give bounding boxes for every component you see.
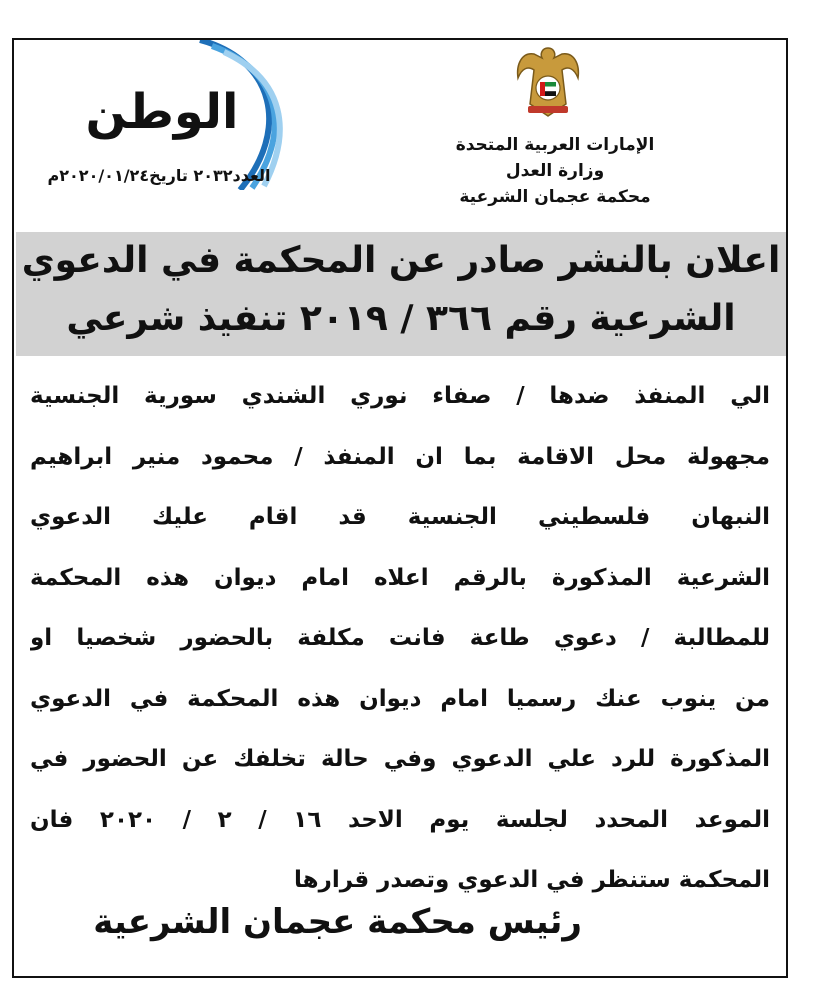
announcement-title-box xyxy=(16,232,786,356)
body-line: للمطالبة / دعوي طاعة فانت مكلفة بالحضور شخصيا او xyxy=(30,625,770,651)
issuer-header xyxy=(420,132,690,210)
newspaper-name: الوطن xyxy=(85,84,239,140)
body-line: الشرعية المذكورة بالرقم اعلاه امام ديوان هذه المحكمة xyxy=(30,564,770,591)
body-line: من ينوب عنك رسميا امام ديوان هذه المحكمة في الدعوي xyxy=(30,685,770,712)
issue-date-line: العدد٢٠٣٢ تاريخ٢٠٢٠/٠١/٢٤م xyxy=(47,166,271,185)
uae-eagle-emblem-icon xyxy=(512,44,584,120)
title-line-2: الشرعية رقم ٣٦٦ / ٢٠١٩ تنفيذ شرعي xyxy=(66,298,736,339)
body-line: الموعد المحدد لجلسة يوم الاحد ١٦ / ٢ / ٢٠٢٠ فان xyxy=(30,806,770,833)
body-line: الي المنفذ ضدها / صفاء نوري الشندي سورية الجنسية xyxy=(30,383,770,409)
announcement-body xyxy=(30,366,770,911)
body-line: المذكورة للرد علي الدعوي وفي حالة تخلفك عن الحضور في xyxy=(30,746,770,772)
signature-title: رئيس محكمة عجمان الشرعية xyxy=(93,902,582,942)
body-line: النبهان فلسطيني الجنسية قد اقام عليك الدعوي xyxy=(30,504,770,530)
title-line-1: اعلان بالنشر صادر عن المحكمة في الدعوي xyxy=(21,240,781,281)
body-line: المحكمة ستنظر في الدعوي وتصدر قرارها xyxy=(294,867,770,893)
body-line: مجهولة محل الاقامة بما ان المنفذ / محمود منير ابراهيم xyxy=(30,443,770,470)
country-name: الإمارات العربية المتحدة xyxy=(455,135,655,155)
ministry-name: وزارة العدل xyxy=(505,161,605,181)
court-name: محكمة عجمان الشرعية xyxy=(459,187,651,207)
